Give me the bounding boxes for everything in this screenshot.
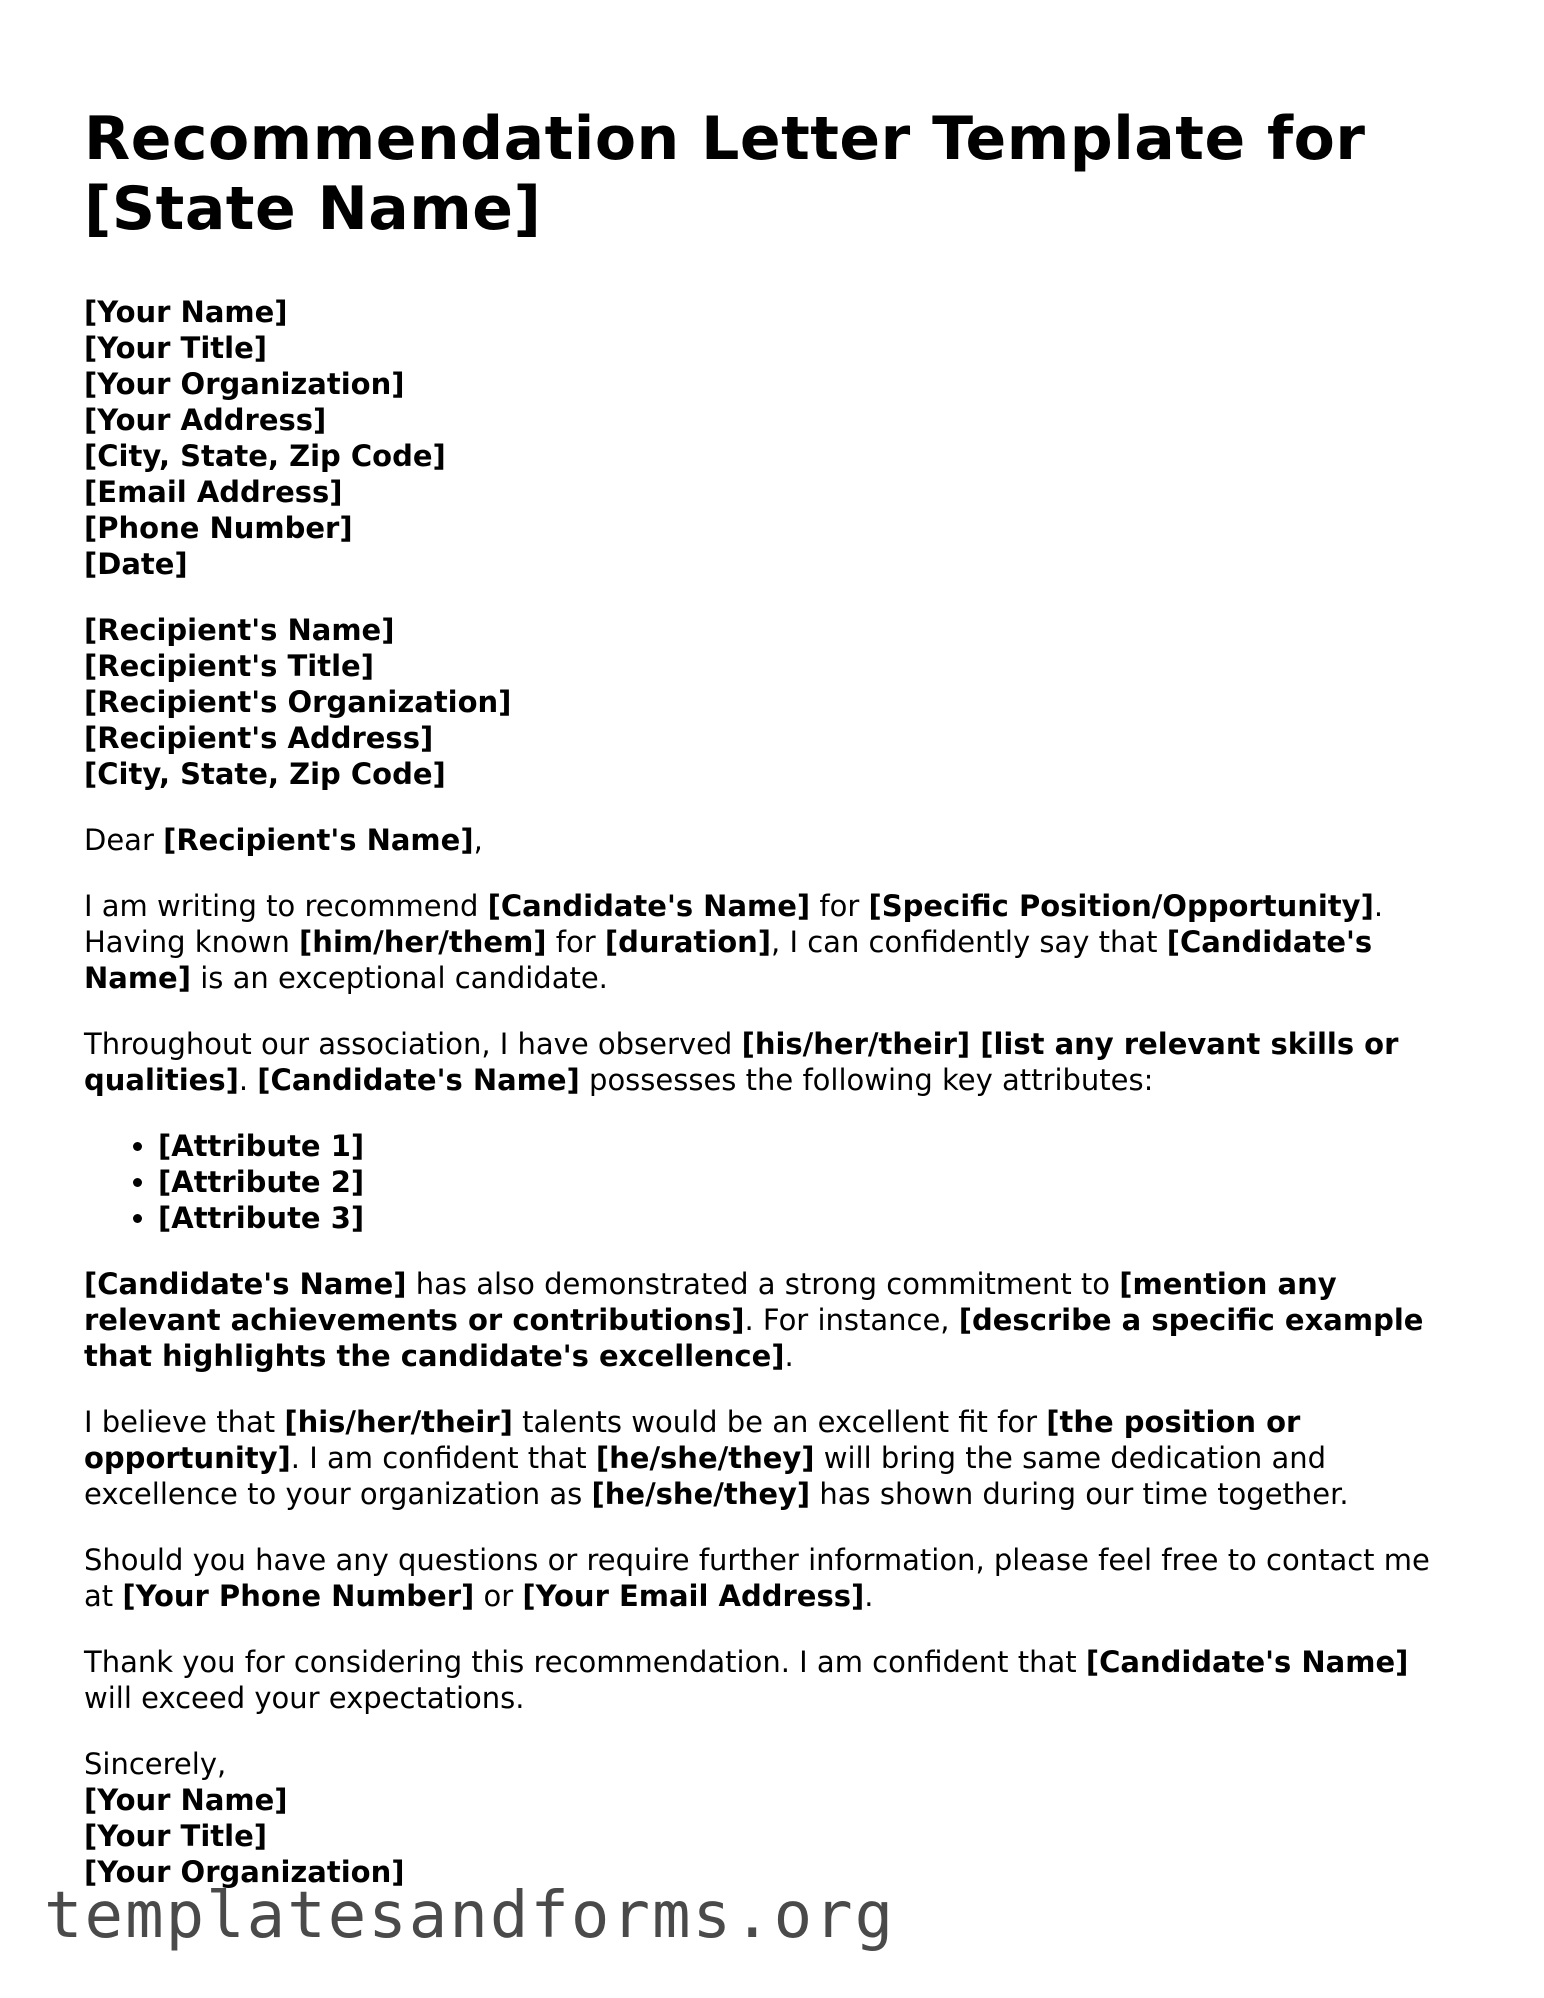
salutation-suffix: , <box>473 823 483 857</box>
sender-city-state-zip: [City, State, Zip Code] <box>84 439 446 473</box>
text: . I am confident that <box>290 1441 596 1475</box>
text: . <box>864 1579 874 1613</box>
paragraph-introduction <box>84 888 1464 996</box>
placeholder: [the position or opportunity] <box>84 1405 1301 1475</box>
placeholder: [he/she/they] <box>591 1477 811 1511</box>
placeholder: [Your Phone Number] <box>122 1579 475 1613</box>
text: . <box>238 1063 258 1097</box>
text: is an exceptional candidate. <box>190 961 608 995</box>
text: will bring the same dedication and excellence to your organization as <box>84 1441 1327 1511</box>
paragraph-closing <box>84 1644 1464 1716</box>
recipient-address: [Recipient's Address] <box>84 721 434 755</box>
paragraph-observations <box>84 1026 1464 1098</box>
text: talents would be an excellent fit for <box>512 1405 1047 1439</box>
placeholder: [Candidate's Name] <box>257 1063 580 1097</box>
recipient-title: [Recipient's Title] <box>84 649 374 683</box>
sender-title: [Your Title] <box>84 331 268 365</box>
placeholder: [he/she/they] <box>595 1441 815 1475</box>
text: will exceed your expectations. <box>84 1681 525 1715</box>
placeholder: [mention any relevant achievements or contributions] <box>84 1267 1337 1337</box>
salutation-prefix: Dear <box>84 823 164 857</box>
text: I believe that <box>84 1405 285 1439</box>
sender-organization: [Your Organization] <box>84 367 405 401</box>
paragraph-fit <box>84 1404 1464 1512</box>
sender-address: [Your Address] <box>84 403 327 437</box>
recipient-city-state-zip: [City, State, Zip Code] <box>84 757 446 791</box>
text: has also demonstrated a strong commitment to <box>406 1267 1120 1301</box>
attribute-list <box>84 1128 1464 1236</box>
text: for <box>810 889 869 923</box>
placeholder: [him/her/them] <box>299 925 547 959</box>
letter-date: [Date] <box>84 547 188 581</box>
placeholder: [Candidate's Name] <box>84 925 1373 995</box>
recipient-address-block <box>84 612 1464 792</box>
list-item: • [Attribute 3] <box>158 1200 1464 1236</box>
list-item: • [Attribute 1] <box>158 1128 1464 1164</box>
sender-phone: [Phone Number] <box>84 511 353 545</box>
placeholder: [duration] <box>604 925 772 959</box>
placeholder: [describe a specific example that highlights the candidate's excellence] <box>84 1303 1424 1373</box>
placeholder: [Your Email Address] <box>522 1579 865 1613</box>
signer-organization: [Your Organization] <box>84 1855 405 1889</box>
text: Thank you for considering this recommendation. I am confident that <box>84 1645 1086 1679</box>
paragraph-achievements <box>84 1266 1464 1374</box>
text: possesses the following key attributes: <box>579 1063 1154 1097</box>
text: I am writing to recommend <box>84 889 488 923</box>
placeholder: [his/her/their] <box>284 1405 513 1439</box>
sender-email: [Email Address] <box>84 475 343 509</box>
watermark: templatesandforms.org <box>44 1879 896 1953</box>
sender-name: [Your Name] <box>84 295 288 329</box>
recipient-name: [Recipient's Name] <box>84 613 395 647</box>
text: . For instance, <box>744 1303 959 1337</box>
text: Throughout our association, I have observed <box>84 1027 742 1061</box>
text: . Having known <box>84 889 1384 959</box>
signature-block <box>84 1746 1464 1890</box>
salutation <box>84 822 1464 858</box>
placeholder: [Candidate's Name] <box>487 889 811 923</box>
list-item: • [Attribute 2] <box>158 1164 1464 1200</box>
paragraph-contact <box>84 1542 1464 1614</box>
salutation-name: [Recipient's Name] <box>163 823 474 857</box>
recipient-organization: [Recipient's Organization] <box>84 685 512 719</box>
closing-text: Sincerely, <box>84 1747 227 1781</box>
text: or <box>474 1579 523 1613</box>
placeholder: [Specific Position/Opportunity] <box>868 889 1374 923</box>
placeholder: [his/her/their] [list any relevant skills or qualities] <box>84 1027 1399 1097</box>
text: Should you have any questions or require further information, please feel free to contact me at <box>84 1543 1430 1613</box>
text: . <box>784 1339 794 1373</box>
text: for <box>546 925 605 959</box>
placeholder: [Candidate's Name] <box>1085 1645 1409 1679</box>
text: has shown during our time together. <box>810 1477 1349 1511</box>
text: , I can confidently say that <box>771 925 1167 959</box>
signer-title: [Your Title] <box>84 1819 268 1853</box>
document-title: Recommendation Letter Template for [State Name] <box>84 104 1366 244</box>
letter-page <box>84 104 1464 1890</box>
signer-name: [Your Name] <box>84 1783 288 1817</box>
sender-address-block <box>84 294 1464 582</box>
placeholder: [Candidate's Name] <box>84 1267 407 1301</box>
